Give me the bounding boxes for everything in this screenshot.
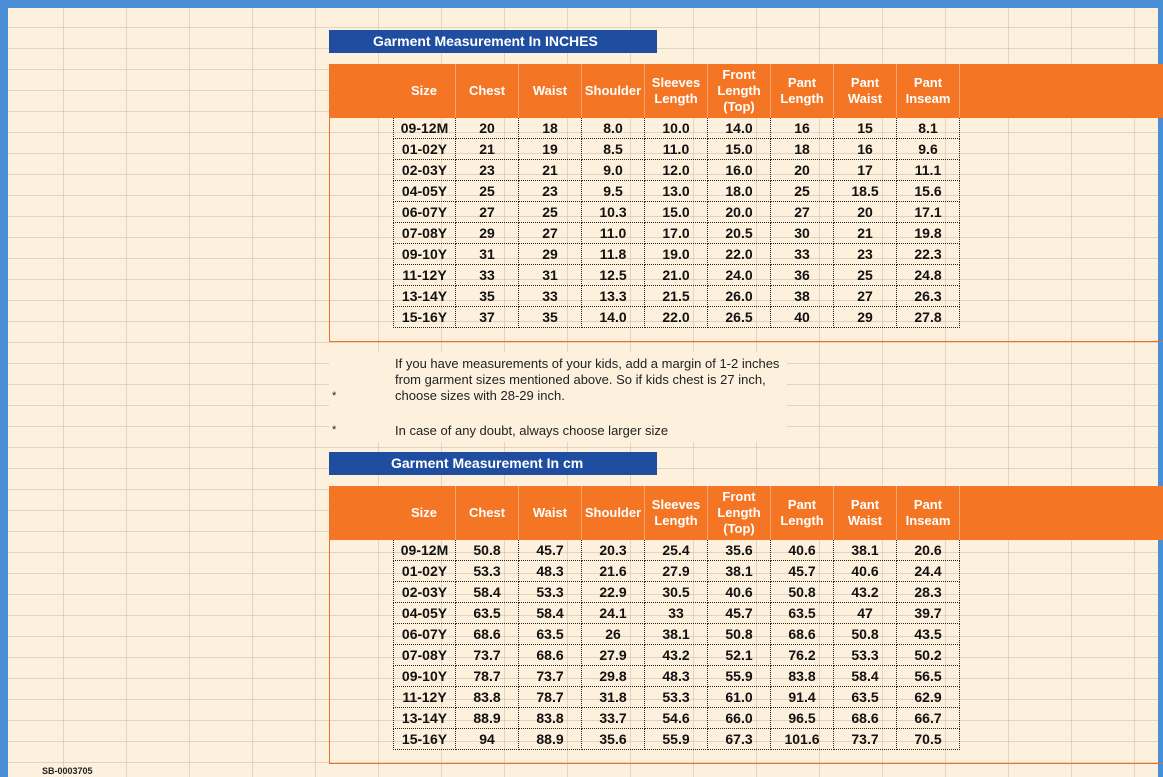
inch-value-cell: 25 [771,181,834,202]
inch-value-cell: 9.6 [897,139,960,160]
inch-value-cell: 33 [771,244,834,265]
inch-table-row [393,244,976,265]
cm-table-row [393,645,976,666]
inch-value-cell: 15.0 [645,202,708,223]
inch-header-size: Size [393,64,456,118]
cm-value-cell: 22.9 [582,582,645,603]
inch-header-pant-inseam: Pant Inseam [897,64,960,118]
cm-value-cell: 50.8 [834,624,897,645]
inch-table-row [393,139,976,160]
cm-value-cell: 78.7 [456,666,519,687]
cm-value-cell: 40.6 [771,540,834,561]
inch-value-cell: 25 [834,265,897,286]
inch-value-cell: 9.5 [582,181,645,202]
inch-header-waist: Waist [519,64,582,118]
inch-value-cell: 18 [771,139,834,160]
cm-value-cell: 26 [582,624,645,645]
cm-size-cell: 06-07Y [393,624,456,645]
inch-header-chest: Chest [456,64,519,118]
inch-size-cell: 01-02Y [393,139,456,160]
cm-value-cell: 58.4 [519,603,582,624]
inch-value-cell: 8.1 [897,118,960,139]
inch-value-cell: 8.5 [582,139,645,160]
cm-header-chest: Chest [456,486,519,540]
inch-value-cell: 19.8 [897,223,960,244]
inch-value-cell: 23 [456,160,519,181]
cm-value-cell: 76.2 [771,645,834,666]
inch-value-cell: 24.0 [708,265,771,286]
cm-table-row [393,561,976,582]
cm-value-cell: 31.8 [582,687,645,708]
inch-header-row [330,64,1163,118]
note-1-bullet: * [332,390,337,402]
inch-size-cell: 02-03Y [393,160,456,181]
inch-table-title: Garment Measurement In INCHES [329,30,657,53]
inch-value-cell: 18.5 [834,181,897,202]
cm-value-cell: 83.8 [456,687,519,708]
inch-table-row [393,286,976,307]
cm-value-cell: 35.6 [708,540,771,561]
inch-value-cell: 15 [834,118,897,139]
inch-value-cell: 29 [519,244,582,265]
cm-value-cell: 68.6 [456,624,519,645]
inch-value-cell: 17.1 [897,202,960,223]
cm-header-pant-inseam: Pant Inseam [897,486,960,540]
inch-value-cell: 15.0 [708,139,771,160]
inch-value-cell: 21 [519,160,582,181]
inch-value-cell: 25 [519,202,582,223]
inch-value-cell: 19 [519,139,582,160]
cm-value-cell: 30.5 [645,582,708,603]
inch-value-cell: 26.5 [708,307,771,328]
cm-value-cell: 68.6 [519,645,582,666]
cm-size-cell: 01-02Y [393,561,456,582]
cm-value-cell: 53.3 [834,645,897,666]
cm-value-cell: 54.6 [645,708,708,729]
inch-value-cell: 16 [834,139,897,160]
inch-size-cell: 04-05Y [393,181,456,202]
cm-value-cell: 68.6 [771,624,834,645]
inch-value-cell: 10.3 [582,202,645,223]
cm-table-title: Garment Measurement In cm [329,452,657,475]
inch-value-cell: 15.6 [897,181,960,202]
spreadsheet-sheet [8,8,1158,777]
inch-value-cell: 23 [519,181,582,202]
inch-value-cell: 21 [834,223,897,244]
inch-value-cell: 27.8 [897,307,960,328]
cm-value-cell: 63.5 [834,687,897,708]
inch-value-cell: 12.0 [645,160,708,181]
cm-value-cell: 58.4 [456,582,519,603]
cm-table-row [393,666,976,687]
cm-value-cell: 56.5 [897,666,960,687]
inch-table-row [393,307,976,328]
inch-value-cell: 17.0 [645,223,708,244]
cm-header-pant-length: Pant Length [771,486,834,540]
cm-value-cell: 88.9 [519,729,582,750]
cm-value-cell: 43.2 [834,582,897,603]
inch-value-cell: 18.0 [708,181,771,202]
cm-value-cell: 88.9 [456,708,519,729]
inch-value-cell: 37 [456,307,519,328]
cm-header-waist: Waist [519,486,582,540]
cm-value-cell: 63.5 [456,603,519,624]
cm-value-cell: 35.6 [582,729,645,750]
inch-value-cell: 8.0 [582,118,645,139]
cm-table-row [393,708,976,729]
cm-value-cell: 78.7 [519,687,582,708]
inch-value-cell: 30 [771,223,834,244]
cm-value-cell: 39.7 [897,603,960,624]
cm-value-cell: 62.9 [897,687,960,708]
inch-table-row [393,181,976,202]
cm-value-cell: 48.3 [645,666,708,687]
inch-value-cell: 33 [456,265,519,286]
inch-value-cell: 14.0 [582,307,645,328]
cm-value-cell: 73.7 [519,666,582,687]
cm-value-cell: 20.6 [897,540,960,561]
cm-value-cell: 83.8 [771,666,834,687]
inch-size-cell: 09-12M [393,118,456,139]
cm-size-cell: 09-10Y [393,666,456,687]
inch-value-cell: 20 [456,118,519,139]
cm-value-cell: 53.3 [519,582,582,603]
cm-value-cell: 91.4 [771,687,834,708]
cm-value-cell: 45.7 [519,540,582,561]
inch-value-cell: 14.0 [708,118,771,139]
cm-value-cell: 96.5 [771,708,834,729]
cm-value-cell: 70.5 [897,729,960,750]
inch-table-row [393,118,976,139]
cm-value-cell: 53.3 [645,687,708,708]
inch-size-cell: 15-16Y [393,307,456,328]
inch-table-row [393,202,976,223]
cm-value-cell: 33 [645,603,708,624]
inch-table-row [393,223,976,244]
inch-value-cell: 13.0 [645,181,708,202]
cm-value-cell: 67.3 [708,729,771,750]
cm-value-cell: 45.7 [708,603,771,624]
inch-value-cell: 27 [834,286,897,307]
inch-value-cell: 24.8 [897,265,960,286]
cm-table-row [393,540,976,561]
cm-size-cell: 15-16Y [393,729,456,750]
cm-value-cell: 28.3 [897,582,960,603]
inch-size-cell: 09-10Y [393,244,456,265]
cm-value-cell: 47 [834,603,897,624]
inch-size-cell: 06-07Y [393,202,456,223]
inch-value-cell: 40 [771,307,834,328]
cm-value-cell: 43.2 [645,645,708,666]
cm-value-cell: 94 [456,729,519,750]
inch-value-cell: 12.5 [582,265,645,286]
cm-value-cell: 58.4 [834,666,897,687]
inch-value-cell: 16 [771,118,834,139]
inch-value-cell: 31 [456,244,519,265]
cm-table-row [393,624,976,645]
inch-header-sleeves-length: Sleeves Length [645,64,708,118]
cm-value-cell: 83.8 [519,708,582,729]
inch-size-cell: 13-14Y [393,286,456,307]
inch-value-cell: 11.0 [582,223,645,244]
note-2-bullet: * [332,424,337,436]
inch-size-cell: 07-08Y [393,223,456,244]
cm-value-cell: 50.8 [771,582,834,603]
cm-value-cell: 63.5 [519,624,582,645]
sheet-id-label: SB-0003705 [42,766,93,776]
inch-value-cell: 27 [456,202,519,223]
cm-value-cell: 43.5 [897,624,960,645]
inch-value-cell: 31 [519,265,582,286]
inch-value-cell: 29 [834,307,897,328]
inch-value-cell: 26.3 [897,286,960,307]
cm-size-cell: 07-08Y [393,645,456,666]
cm-value-cell: 45.7 [771,561,834,582]
cm-value-cell: 29.8 [582,666,645,687]
inch-value-cell: 20.0 [708,202,771,223]
inch-value-cell: 23 [834,244,897,265]
cm-header-front-length-top: Front Length (Top) [708,486,771,540]
cm-value-cell: 40.6 [834,561,897,582]
inch-value-cell: 35 [456,286,519,307]
inch-value-cell: 21.0 [645,265,708,286]
inch-value-cell: 27 [771,202,834,223]
cm-table-row [393,729,976,750]
cm-value-cell: 40.6 [708,582,771,603]
inch-header-shoulder: Shoulder [582,64,645,118]
cm-value-cell: 48.3 [519,561,582,582]
cm-value-cell: 53.3 [456,561,519,582]
cm-value-cell: 38.1 [834,540,897,561]
cm-value-cell: 52.1 [708,645,771,666]
cm-table-row [393,603,976,624]
cm-value-cell: 50.2 [897,645,960,666]
cm-value-cell: 20.3 [582,540,645,561]
inch-value-cell: 33 [519,286,582,307]
inch-table-row [393,265,976,286]
cm-header-row [330,486,1163,540]
cm-value-cell: 66.0 [708,708,771,729]
inch-value-cell: 11.1 [897,160,960,181]
inch-value-cell: 11.0 [645,139,708,160]
cm-value-cell: 25.4 [645,540,708,561]
cm-table-row [393,582,976,603]
cm-value-cell: 101.6 [771,729,834,750]
cm-value-cell: 38.1 [708,561,771,582]
inch-value-cell: 19.0 [645,244,708,265]
inch-value-cell: 20 [771,160,834,181]
inch-value-cell: 13.3 [582,286,645,307]
inch-size-cell: 11-12Y [393,265,456,286]
inch-value-cell: 38 [771,286,834,307]
cm-value-cell: 50.8 [708,624,771,645]
cm-header-size: Size [393,486,456,540]
cm-value-cell: 61.0 [708,687,771,708]
inch-value-cell: 20.5 [708,223,771,244]
cm-value-cell: 27.9 [582,645,645,666]
inch-header-pant-waist: Pant Waist [834,64,897,118]
inch-value-cell: 22.3 [897,244,960,265]
cm-header-sleeves-length: Sleeves Length [645,486,708,540]
inch-value-cell: 16.0 [708,160,771,181]
inch-value-cell: 9.0 [582,160,645,181]
cm-size-cell: 11-12Y [393,687,456,708]
cm-value-cell: 68.6 [834,708,897,729]
size-notes [329,352,787,442]
inch-value-cell: 18 [519,118,582,139]
cm-table-row [393,687,976,708]
inch-table-row [393,160,976,181]
cm-value-cell: 38.1 [645,624,708,645]
inch-value-cell: 22.0 [708,244,771,265]
inch-value-cell: 20 [834,202,897,223]
note-1-text: If you have measurements of your kids, add a margin of 1-2 inches from garment sizes mentioned above. So if kids chest is 27 inch, choose sizes with 28-29 inch. [395,356,780,403]
inch-value-cell: 29 [456,223,519,244]
inch-value-cell: 11.8 [582,244,645,265]
inch-value-cell: 26.0 [708,286,771,307]
cm-value-cell: 24.1 [582,603,645,624]
cm-value-cell: 73.7 [834,729,897,750]
cm-size-cell: 02-03Y [393,582,456,603]
inch-measurement-table [329,64,1163,342]
cm-size-cell: 13-14Y [393,708,456,729]
cm-measurement-table [329,486,1163,764]
cm-value-cell: 24.4 [897,561,960,582]
inch-value-cell: 36 [771,265,834,286]
cm-value-cell: 63.5 [771,603,834,624]
cm-value-cell: 55.9 [708,666,771,687]
cm-header-shoulder: Shoulder [582,486,645,540]
inch-header-front-length-top: Front Length (Top) [708,64,771,118]
inch-header-pant-length: Pant Length [771,64,834,118]
cm-value-cell: 73.7 [456,645,519,666]
inch-value-cell: 10.0 [645,118,708,139]
cm-size-cell: 04-05Y [393,603,456,624]
cm-size-cell: 09-12M [393,540,456,561]
note-2-text: In case of any doubt, always choose larger size [395,423,669,438]
cm-value-cell: 66.7 [897,708,960,729]
inch-value-cell: 17 [834,160,897,181]
cm-value-cell: 55.9 [645,729,708,750]
cm-value-cell: 21.6 [582,561,645,582]
cm-header-pant-waist: Pant Waist [834,486,897,540]
inch-value-cell: 21.5 [645,286,708,307]
cm-value-cell: 27.9 [645,561,708,582]
inch-value-cell: 35 [519,307,582,328]
inch-value-cell: 27 [519,223,582,244]
inch-value-cell: 25 [456,181,519,202]
cm-value-cell: 50.8 [456,540,519,561]
inch-value-cell: 22.0 [645,307,708,328]
cm-value-cell: 33.7 [582,708,645,729]
inch-value-cell: 21 [456,139,519,160]
